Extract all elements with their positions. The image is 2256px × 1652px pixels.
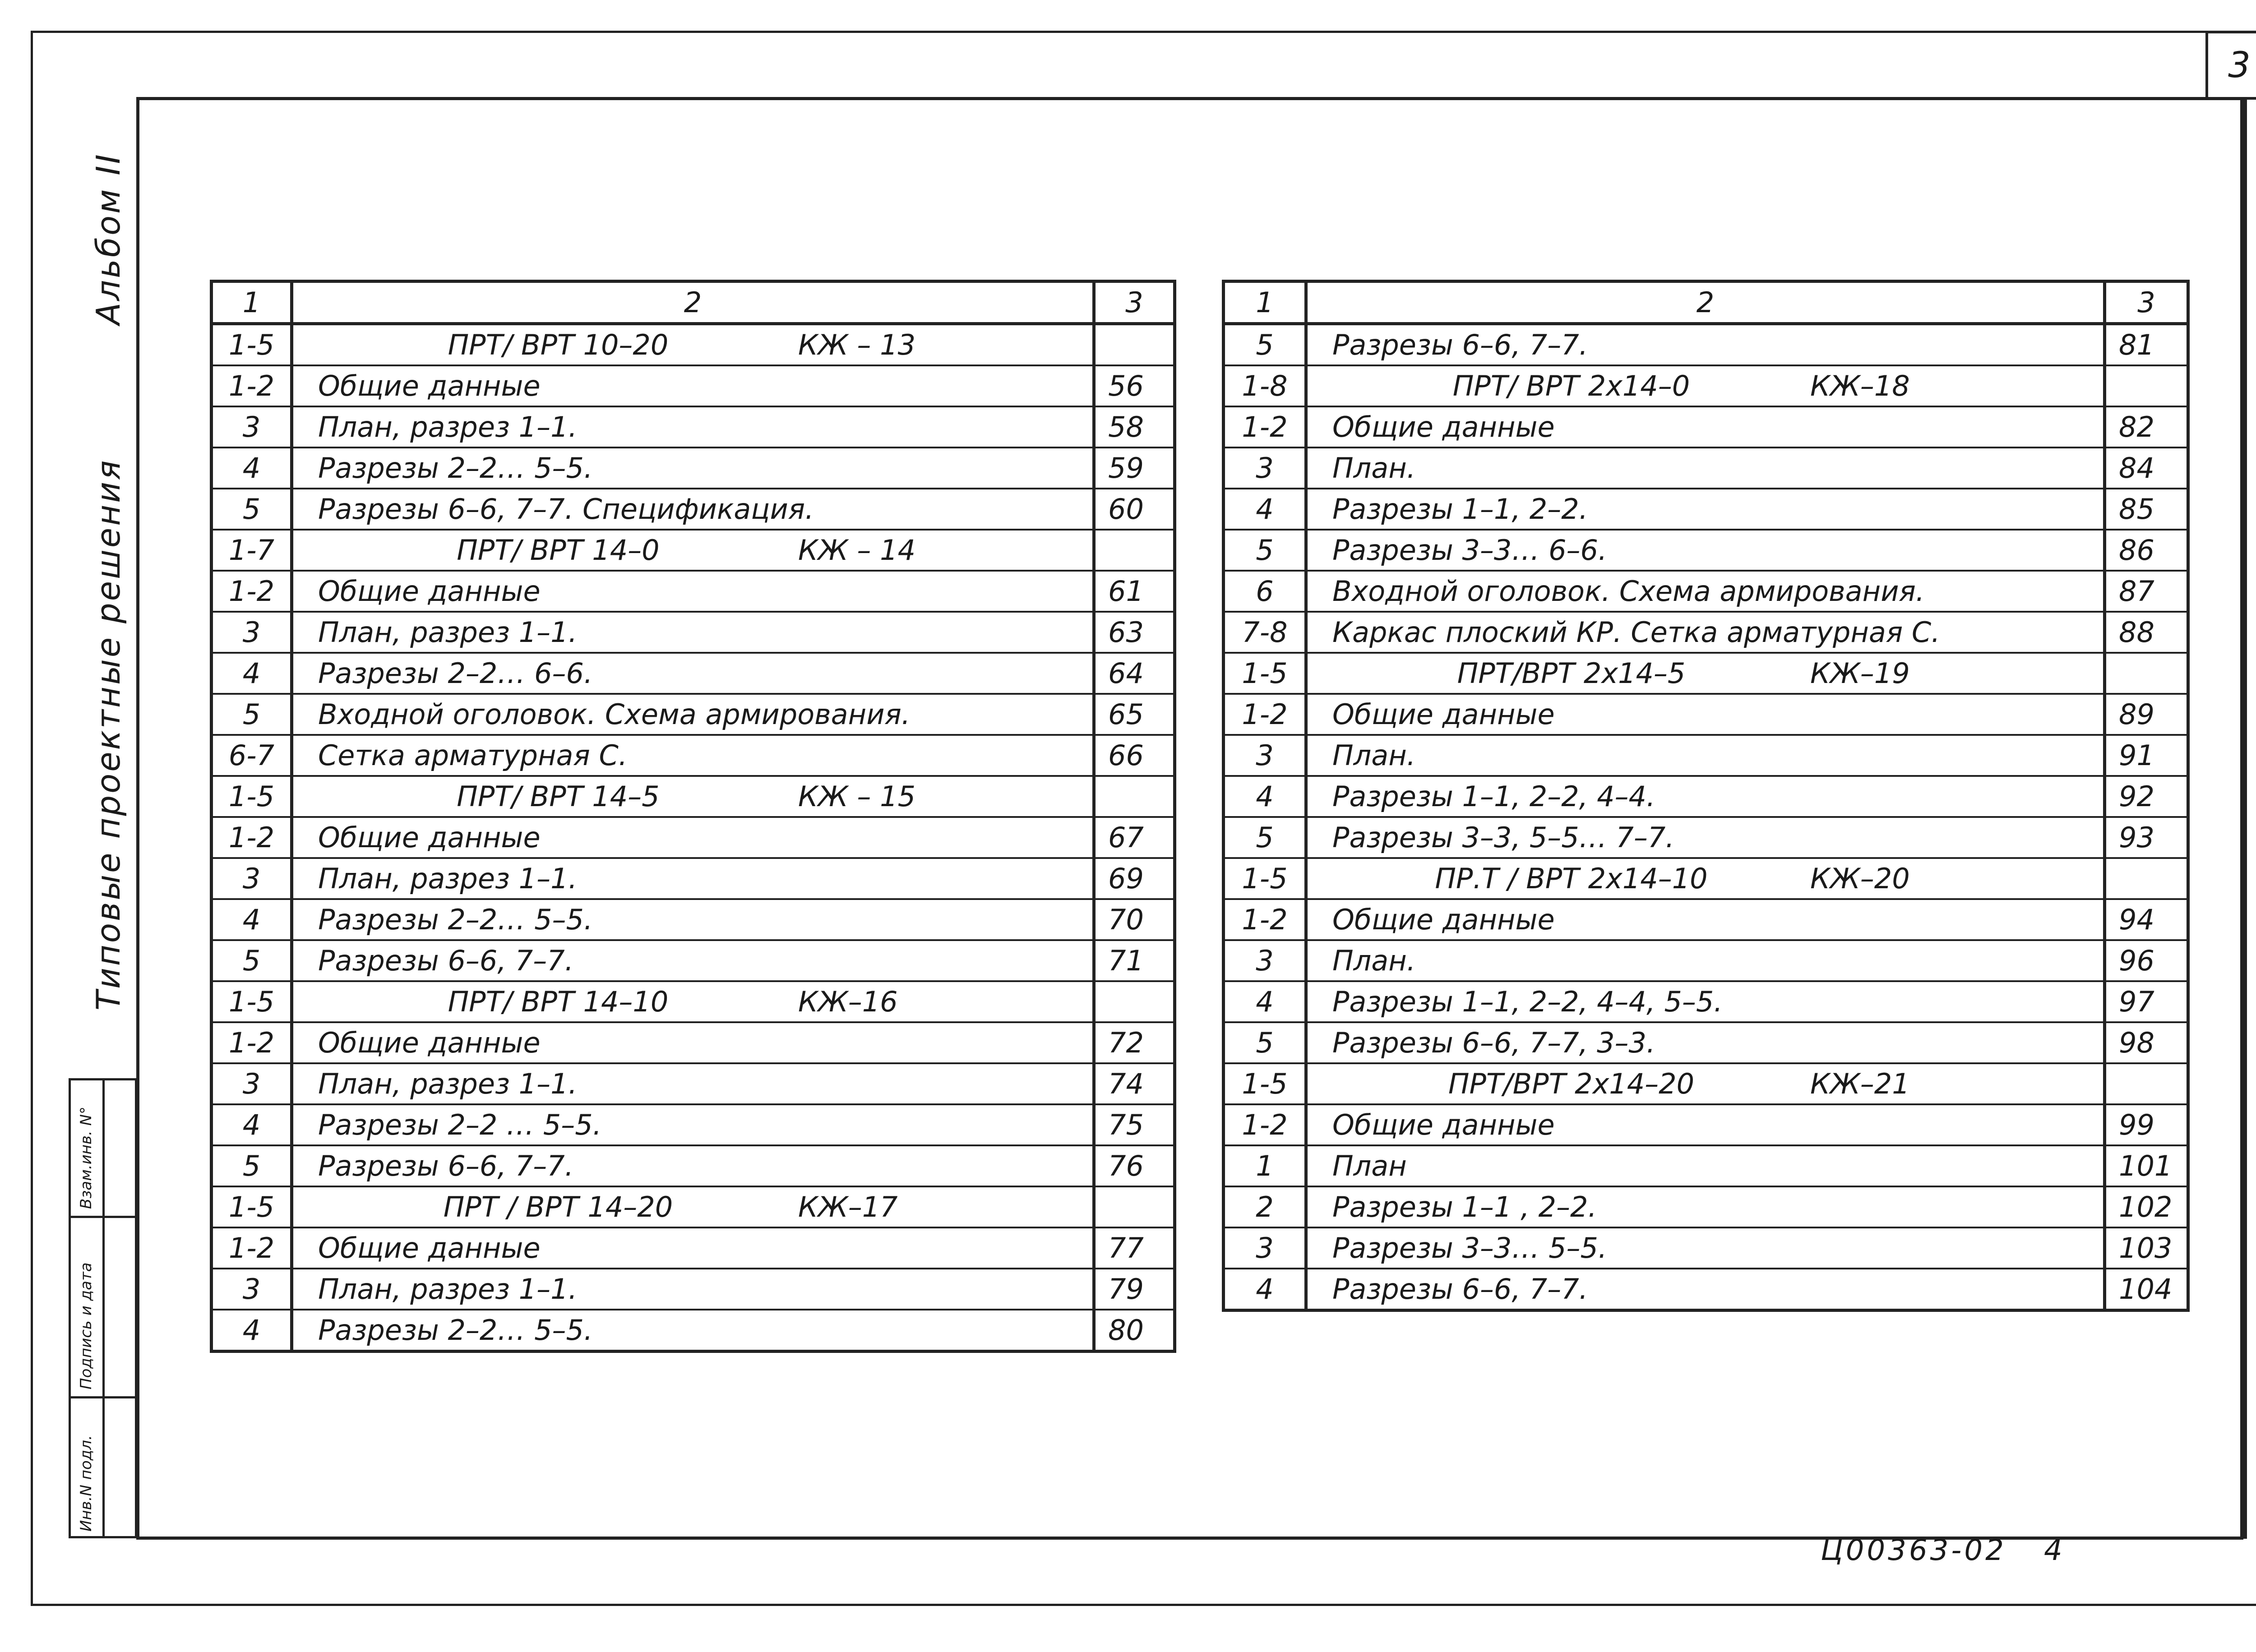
table-row xyxy=(1224,817,2188,858)
sheet-range-cell: 1-8 xyxy=(1224,365,1306,406)
table-header-row xyxy=(1224,281,2188,324)
page-number-cell: 72 xyxy=(1094,1022,1175,1063)
section-title: ПРТ/ ВРТ 2х14–0 xyxy=(1452,369,1690,402)
table-row xyxy=(1224,489,2188,530)
description-cell: Разрезы 6–6, 7–7. Спецификация. xyxy=(292,489,1094,530)
section-title: ПРТ / ВРТ 14–20 xyxy=(443,1191,673,1223)
sheet-range-cell: 5 xyxy=(212,489,292,530)
section-code: КЖ – 14 xyxy=(798,534,916,567)
section-header-row xyxy=(212,324,1175,366)
table-row xyxy=(1224,406,2188,448)
page-number-cell: 56 xyxy=(1094,365,1175,406)
description-cell xyxy=(292,324,1094,366)
sheet-range-cell: 1-5 xyxy=(212,981,292,1022)
sheet-range-cell: 1-2 xyxy=(1224,899,1306,940)
sheet-range-cell: 5 xyxy=(1224,324,1306,366)
sheet-range-cell: 4 xyxy=(212,448,292,489)
sheet-number-box xyxy=(2205,31,2256,100)
sheet-range-cell: 5 xyxy=(212,1145,292,1186)
section-header-row xyxy=(212,981,1175,1022)
sheet-range-cell: 6-7 xyxy=(212,735,292,776)
table-row xyxy=(1224,1269,2188,1311)
section-header-row xyxy=(212,776,1175,817)
description-cell: Разрезы 1–1, 2–2, 4–4. xyxy=(1306,776,2105,817)
description-cell: План, разрез 1–1. xyxy=(292,612,1094,653)
description-cell: План. xyxy=(1306,448,2105,489)
column-header: 3 xyxy=(2105,281,2188,324)
description-cell: Разрезы 6–6, 7–7. xyxy=(292,1145,1094,1186)
table-row xyxy=(1224,940,2188,981)
page-number-cell: 69 xyxy=(1094,858,1175,899)
table-row xyxy=(1224,1022,2188,1063)
page-number-cell: 96 xyxy=(2105,940,2188,981)
page-number-cell: 81 xyxy=(2105,324,2188,366)
sheet-range-cell: 1-7 xyxy=(212,530,292,571)
description-cell xyxy=(1306,653,2105,694)
section-title: ПРТ/ ВРТ 14–0 xyxy=(457,534,660,567)
table-row xyxy=(212,899,1175,940)
section-code: КЖ – 15 xyxy=(798,780,916,813)
page-number-cell: 84 xyxy=(2105,448,2188,489)
page-number-cell: 94 xyxy=(2105,899,2188,940)
section-code: КЖ–17 xyxy=(798,1191,898,1223)
column-header: 2 xyxy=(1306,281,2105,324)
sheet-range-cell: 5 xyxy=(1224,1022,1306,1063)
table-row xyxy=(212,858,1175,899)
page-number-cell: 102 xyxy=(2105,1186,2188,1227)
section-header-row xyxy=(1224,858,2188,899)
table-row xyxy=(1224,571,2188,612)
sheet-range-cell: 4 xyxy=(1224,1269,1306,1311)
section-title: ПРТ/ВРТ 2х14–20 xyxy=(1448,1067,1695,1100)
table-row xyxy=(212,694,1175,735)
description-cell: План, разрез 1–1. xyxy=(292,1063,1094,1104)
section-title: ПРТ/ ВРТ 10–20 xyxy=(448,328,669,361)
page-number-cell: 97 xyxy=(2105,981,2188,1022)
table-row xyxy=(1224,1104,2188,1145)
description-cell: План, разрез 1–1. xyxy=(292,406,1094,448)
stamp-divider xyxy=(102,1080,105,1536)
page-number-cell: 66 xyxy=(1094,735,1175,776)
page-number-cell: 104 xyxy=(2105,1269,2188,1311)
description-cell: Общие данные xyxy=(1306,694,2105,735)
table-row xyxy=(1224,735,2188,776)
sheet-range-cell: 6 xyxy=(1224,571,1306,612)
table-row xyxy=(212,653,1175,694)
sheet-range-cell: 1-5 xyxy=(1224,858,1306,899)
section-title: ПРТ/ВРТ 2х14–5 xyxy=(1457,657,1686,690)
section-header-row xyxy=(212,1186,1175,1227)
sheet-range-cell: 4 xyxy=(212,1104,292,1145)
page-number-cell: 70 xyxy=(1094,899,1175,940)
table-row xyxy=(1224,530,2188,571)
table-row xyxy=(1224,899,2188,940)
table-row xyxy=(212,1310,1175,1352)
stamp-inv-original: Инв.N подл. xyxy=(77,1435,95,1532)
stamp-divider xyxy=(71,1216,135,1218)
description-cell: Общие данные xyxy=(1306,899,2105,940)
sheet-range-cell: 4 xyxy=(1224,776,1306,817)
column-header: 1 xyxy=(212,281,292,324)
stamp-divider xyxy=(71,1396,135,1398)
description-cell: План. xyxy=(1306,940,2105,981)
sheet-number: 3 xyxy=(2228,45,2251,86)
page-number-cell: 85 xyxy=(2105,489,2188,530)
sheet-range-cell: 4 xyxy=(212,1310,292,1352)
section-code: КЖ – 13 xyxy=(798,328,916,361)
description-cell xyxy=(292,981,1094,1022)
sheet-range-cell: 3 xyxy=(1224,940,1306,981)
table-row xyxy=(212,489,1175,530)
table-row xyxy=(212,365,1175,406)
sheet-range-cell: 5 xyxy=(212,940,292,981)
description-cell: Разрезы 1–1, 2–2, 4–4, 5–5. xyxy=(1306,981,2105,1022)
description-cell: Разрезы 2–2… 5–5. xyxy=(292,1310,1094,1352)
document-code: Ц00363-02 xyxy=(1821,1534,2006,1567)
page-number-cell: 63 xyxy=(1094,612,1175,653)
sheet-range-cell: 1-2 xyxy=(212,571,292,612)
section-code: КЖ–18 xyxy=(1810,369,1910,402)
description-cell xyxy=(1306,365,2105,406)
table-row xyxy=(212,1145,1175,1186)
description-cell xyxy=(1306,858,2105,899)
table-row xyxy=(212,448,1175,489)
section-header-row xyxy=(1224,653,2188,694)
sheet-range-cell: 7-8 xyxy=(1224,612,1306,653)
description-cell: Общие данные xyxy=(292,1227,1094,1269)
column-header: 1 xyxy=(1224,281,1306,324)
document-sheet-number: 4 xyxy=(2044,1534,2062,1567)
page-number-cell: 60 xyxy=(1094,489,1175,530)
table-row xyxy=(212,1269,1175,1310)
page-number-cell: 87 xyxy=(2105,571,2188,612)
page-number-cell: 82 xyxy=(2105,406,2188,448)
section-code: КЖ–21 xyxy=(1810,1067,1910,1100)
approval-stamp xyxy=(69,1078,137,1538)
table-row xyxy=(1224,694,2188,735)
sheet-range-cell: 1-2 xyxy=(1224,1104,1306,1145)
frame-right-rule xyxy=(2243,100,2247,1539)
sheet-range-cell: 1-2 xyxy=(1224,406,1306,448)
description-cell: Разрезы 3–3, 5–5… 7–7. xyxy=(1306,817,2105,858)
column-header: 3 xyxy=(1094,281,1175,324)
page-number-cell: 88 xyxy=(2105,612,2188,653)
table-row xyxy=(1224,1186,2188,1227)
section-title: ПРТ/ ВРТ 14–5 xyxy=(457,780,660,813)
page-number-cell: 64 xyxy=(1094,653,1175,694)
description-cell xyxy=(1306,1063,2105,1104)
description-cell: Разрезы 2–2… 5–5. xyxy=(292,448,1094,489)
description-cell: Разрезы 6–6, 7–7. xyxy=(1306,324,2105,366)
page-number-cell: 93 xyxy=(2105,817,2188,858)
sheet-range-cell: 5 xyxy=(212,694,292,735)
sheet-range-cell: 3 xyxy=(1224,1227,1306,1269)
index-table-right xyxy=(1222,280,2190,1312)
page-number-cell: 91 xyxy=(2105,735,2188,776)
page-number-cell xyxy=(2105,858,2188,899)
table-row xyxy=(1224,1227,2188,1269)
sheet-range-cell: 4 xyxy=(1224,489,1306,530)
page-number-cell: 98 xyxy=(2105,1022,2188,1063)
table-row xyxy=(212,571,1175,612)
description-cell: Общие данные xyxy=(292,365,1094,406)
sheet-range-cell: 4 xyxy=(1224,981,1306,1022)
sheet-range-cell: 3 xyxy=(212,406,292,448)
table-row xyxy=(1224,324,2188,366)
section-code: КЖ–16 xyxy=(798,985,898,1018)
table-row xyxy=(212,1022,1175,1063)
description-cell: Разрезы 2–2… 5–5. xyxy=(292,899,1094,940)
page-number-cell xyxy=(1094,324,1175,366)
page-number-cell: 86 xyxy=(2105,530,2188,571)
section-header-row xyxy=(1224,1063,2188,1104)
description-cell xyxy=(292,1186,1094,1227)
table-row xyxy=(212,1063,1175,1104)
section-title: ПРТ/ ВРТ 14–10 xyxy=(448,985,669,1018)
description-cell: Разрезы 2–2… 6–6. xyxy=(292,653,1094,694)
description-cell: Разрезы 1–1, 2–2. xyxy=(1306,489,2105,530)
table-row xyxy=(1224,776,2188,817)
table-row xyxy=(212,406,1175,448)
table-row xyxy=(212,735,1175,776)
page-number-cell xyxy=(1094,776,1175,817)
sheet-range-cell: 1-5 xyxy=(1224,1063,1306,1104)
page-number-cell: 74 xyxy=(1094,1063,1175,1104)
description-cell xyxy=(292,776,1094,817)
page-number-cell: 77 xyxy=(1094,1227,1175,1269)
description-cell: План, разрез 1–1. xyxy=(292,858,1094,899)
description-cell: Сетка арматурная С. xyxy=(292,735,1094,776)
sheet-range-cell: 4 xyxy=(212,899,292,940)
sheet-range-cell: 1-2 xyxy=(212,365,292,406)
table-row xyxy=(212,940,1175,981)
description-cell: Разрезы 1–1 , 2–2. xyxy=(1306,1186,2105,1227)
section-header-row xyxy=(1224,365,2188,406)
page-number-cell xyxy=(1094,981,1175,1022)
index-table-left xyxy=(210,280,1176,1353)
sheet-range-cell: 2 xyxy=(1224,1186,1306,1227)
table-row xyxy=(1224,612,2188,653)
description-cell: Входной оголовок. Схема армирования. xyxy=(292,694,1094,735)
page-number-cell: 71 xyxy=(1094,940,1175,981)
sheet-range-cell: 1 xyxy=(1224,1145,1306,1186)
description-cell: Разрезы 6–6, 7–7, 3–3. xyxy=(1306,1022,2105,1063)
page-number-cell xyxy=(2105,365,2188,406)
page-number-cell: 79 xyxy=(1094,1269,1175,1310)
side-album-label: Альбом II xyxy=(89,152,127,325)
page-number-cell xyxy=(1094,530,1175,571)
page-number-cell xyxy=(1094,1186,1175,1227)
sheet-range-cell: 3 xyxy=(212,612,292,653)
page-number-cell: 101 xyxy=(2105,1145,2188,1186)
table-header-row xyxy=(212,281,1175,324)
description-cell: План, разрез 1–1. xyxy=(292,1269,1094,1310)
sheet-range-cell: 3 xyxy=(212,1063,292,1104)
description-cell: Общие данные xyxy=(1306,406,2105,448)
sheet-range-cell: 3 xyxy=(212,858,292,899)
table-row xyxy=(212,1104,1175,1145)
table-row xyxy=(212,612,1175,653)
section-code: КЖ–19 xyxy=(1810,657,1910,690)
sheet-range-cell: 1-2 xyxy=(212,1022,292,1063)
section-title: ПР.Т / ВРТ 2х14–10 xyxy=(1435,862,1708,895)
sheet-range-cell: 3 xyxy=(1224,735,1306,776)
description-cell: Разрезы 3–3… 5–5. xyxy=(1306,1227,2105,1269)
table-row xyxy=(1224,448,2188,489)
page-number-cell: 61 xyxy=(1094,571,1175,612)
description-cell: Разрезы 2–2 … 5–5. xyxy=(292,1104,1094,1145)
side-title-label: Типовые проектные решения xyxy=(89,458,127,1011)
description-cell: Общие данные xyxy=(292,1022,1094,1063)
section-header-row xyxy=(212,530,1175,571)
description-cell: Разрезы 3–3… 6–6. xyxy=(1306,530,2105,571)
description-cell: Общие данные xyxy=(1306,1104,2105,1145)
sheet-range-cell: 5 xyxy=(1224,817,1306,858)
description-cell: План xyxy=(1306,1145,2105,1186)
description-cell xyxy=(292,530,1094,571)
sheet-range-cell: 3 xyxy=(212,1269,292,1310)
sheet-range-cell: 1-2 xyxy=(212,1227,292,1269)
sheet-range-cell: 1-5 xyxy=(212,776,292,817)
sheet-range-cell: 4 xyxy=(212,653,292,694)
table-row xyxy=(212,817,1175,858)
description-cell: Каркас плоский КР. Сетка арматурная С. xyxy=(1306,612,2105,653)
page-number-cell: 99 xyxy=(2105,1104,2188,1145)
page-number-cell: 59 xyxy=(1094,448,1175,489)
sheet-range-cell: 1-2 xyxy=(1224,694,1306,735)
sheet-range-cell: 1-2 xyxy=(212,817,292,858)
column-header: 2 xyxy=(292,281,1094,324)
page-number-cell: 103 xyxy=(2105,1227,2188,1269)
page-number-cell: 76 xyxy=(1094,1145,1175,1186)
table-row xyxy=(1224,981,2188,1022)
stamp-signature-date: Подпись и дата xyxy=(77,1262,95,1389)
sheet-range-cell: 5 xyxy=(1224,530,1306,571)
table-row xyxy=(1224,1145,2188,1186)
description-cell: Разрезы 6–6, 7–7. xyxy=(1306,1269,2105,1311)
sheet-range-cell: 3 xyxy=(1224,448,1306,489)
stamp-inv-number: Взам.инв. N° xyxy=(77,1106,95,1209)
section-code: КЖ–20 xyxy=(1810,862,1910,895)
description-cell: Разрезы 6–6, 7–7. xyxy=(292,940,1094,981)
page-number-cell: 67 xyxy=(1094,817,1175,858)
description-cell: План. xyxy=(1306,735,2105,776)
sheet-range-cell: 1-5 xyxy=(212,1186,292,1227)
page-number-cell: 65 xyxy=(1094,694,1175,735)
page-number-cell: 92 xyxy=(2105,776,2188,817)
description-cell: Общие данные xyxy=(292,571,1094,612)
sheet-range-cell: 1-5 xyxy=(1224,653,1306,694)
page-number-cell: 75 xyxy=(1094,1104,1175,1145)
page-number-cell xyxy=(2105,1063,2188,1104)
page-number-cell xyxy=(2105,653,2188,694)
sheet-range-cell: 1-5 xyxy=(212,324,292,366)
page-number-cell: 89 xyxy=(2105,694,2188,735)
description-cell: Входной оголовок. Схема армирования. xyxy=(1306,571,2105,612)
table-row xyxy=(212,1227,1175,1269)
page-number-cell: 80 xyxy=(1094,1310,1175,1352)
page-number-cell: 58 xyxy=(1094,406,1175,448)
description-cell: Общие данные xyxy=(292,817,1094,858)
